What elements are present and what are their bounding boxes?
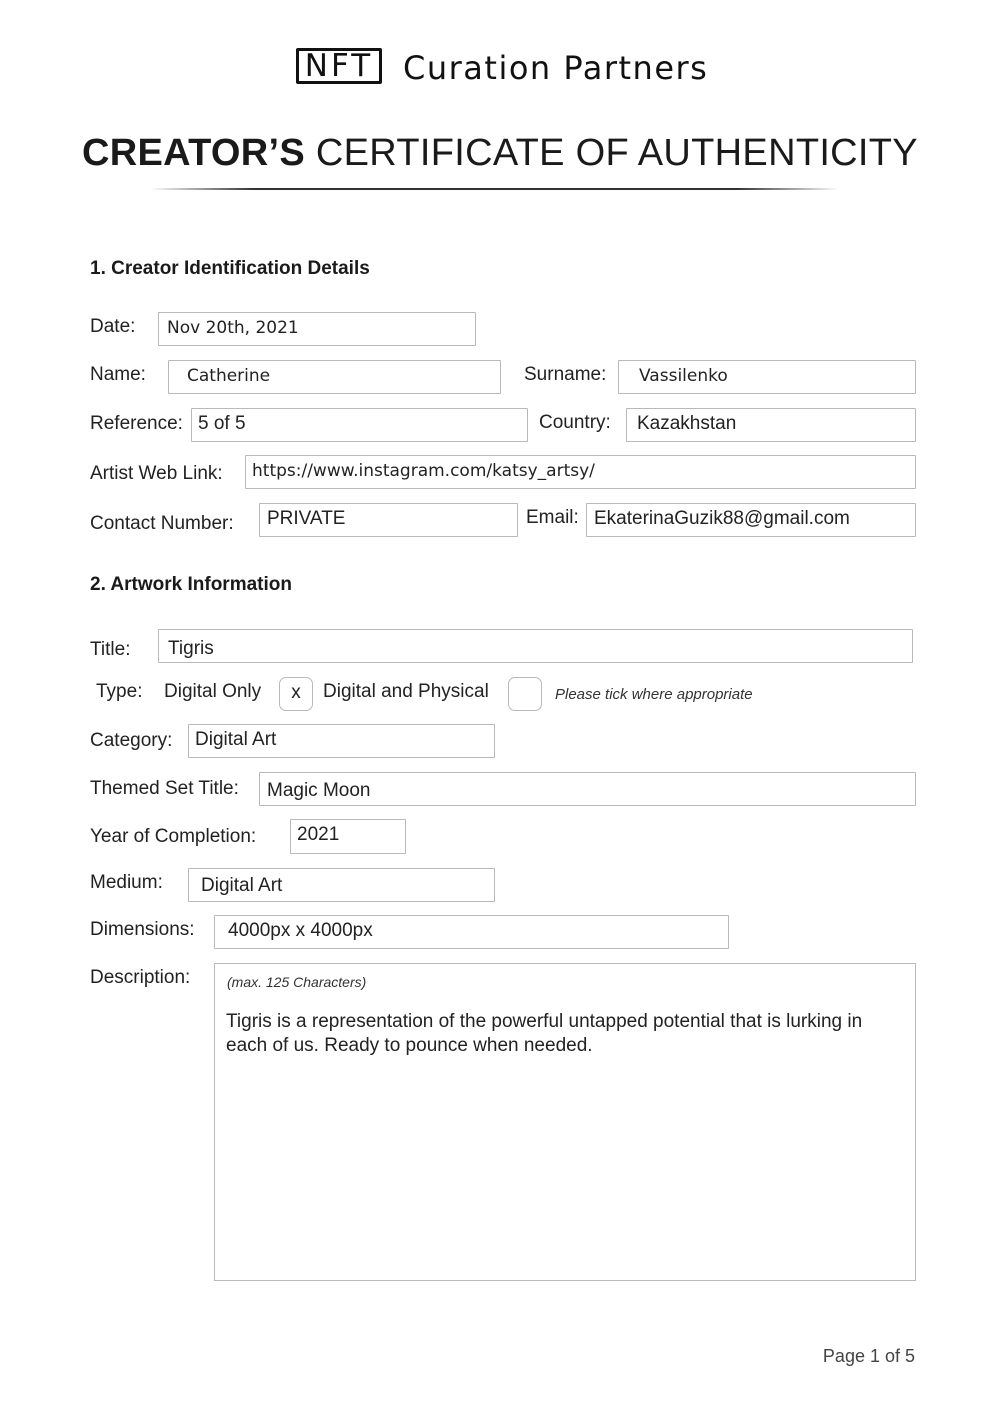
category-label: Category:	[90, 730, 173, 751]
title-divider	[150, 188, 840, 190]
section-1-heading: 1. Creator Identification Details	[90, 258, 370, 279]
contact-number-field[interactable]: PRIVATE	[259, 503, 518, 537]
digital-and-physical-checkbox[interactable]	[508, 677, 542, 711]
web-link-field[interactable]: https://www.instagram.com/katsy_artsy/	[245, 455, 916, 489]
year-of-completion-label: Year of Completion:	[90, 826, 257, 847]
date-field[interactable]: Nov 20th, 2021	[158, 312, 476, 346]
web-link-label: Artist Web Link:	[90, 463, 223, 484]
reference-label: Reference:	[90, 413, 183, 434]
dimensions-label: Dimensions:	[90, 919, 195, 940]
themed-set-title-field[interactable]: Magic Moon	[259, 772, 916, 806]
themed-set-title-label: Themed Set Title:	[90, 778, 239, 799]
country-field[interactable]: Kazakhstan	[626, 408, 916, 442]
dimensions-field[interactable]: 4000px x 4000px	[214, 915, 729, 949]
digital-and-physical-label: Digital and Physical	[323, 681, 489, 702]
title-label: Title:	[90, 639, 131, 660]
title-bold: CREATOR’S	[82, 132, 306, 174]
description-text: Tigris is a representation of the powerful untapped potential that is lurking in each of us. Ready to pounce when needed.	[226, 1011, 863, 1056]
description-field[interactable]	[214, 963, 916, 1281]
surname-label: Surname:	[524, 364, 607, 385]
date-label: Date:	[90, 316, 136, 337]
surname-field[interactable]: Vassilenko	[618, 360, 916, 394]
email-label: Email:	[526, 507, 579, 528]
logo-mark: NFT	[296, 48, 382, 84]
description-hint: (max. 125 Characters)	[227, 974, 367, 990]
digital-only-checkbox[interactable]: x	[279, 677, 313, 711]
year-of-completion-field[interactable]: 2021	[290, 819, 406, 854]
email-field[interactable]: EkaterinaGuzik88@gmail.com	[586, 503, 916, 537]
category-field[interactable]: Digital Art	[188, 724, 495, 758]
type-hint: Please tick where appropriate	[555, 686, 753, 703]
type-label: Type:	[96, 681, 143, 702]
contact-number-label: Contact Number:	[90, 513, 234, 534]
medium-field[interactable]: Digital Art	[188, 868, 495, 902]
description-label: Description:	[90, 967, 191, 988]
country-label: Country:	[539, 412, 611, 433]
logo-text: Curation Partners	[403, 49, 709, 87]
name-label: Name:	[90, 364, 146, 385]
section-2-heading: 2. Artwork Information	[90, 574, 292, 595]
name-field[interactable]: Catherine	[168, 360, 501, 394]
medium-label: Medium:	[90, 872, 163, 893]
title-rest: CERTIFICATE OF AUTHENTICITY	[315, 132, 918, 174]
page-title	[0, 128, 1000, 178]
digital-only-label: Digital Only	[164, 681, 262, 702]
reference-field[interactable]: 5 of 5	[191, 408, 528, 442]
artwork-title-field[interactable]: Tigris	[158, 629, 913, 663]
page-number: Page 1 of 5	[822, 1346, 915, 1366]
